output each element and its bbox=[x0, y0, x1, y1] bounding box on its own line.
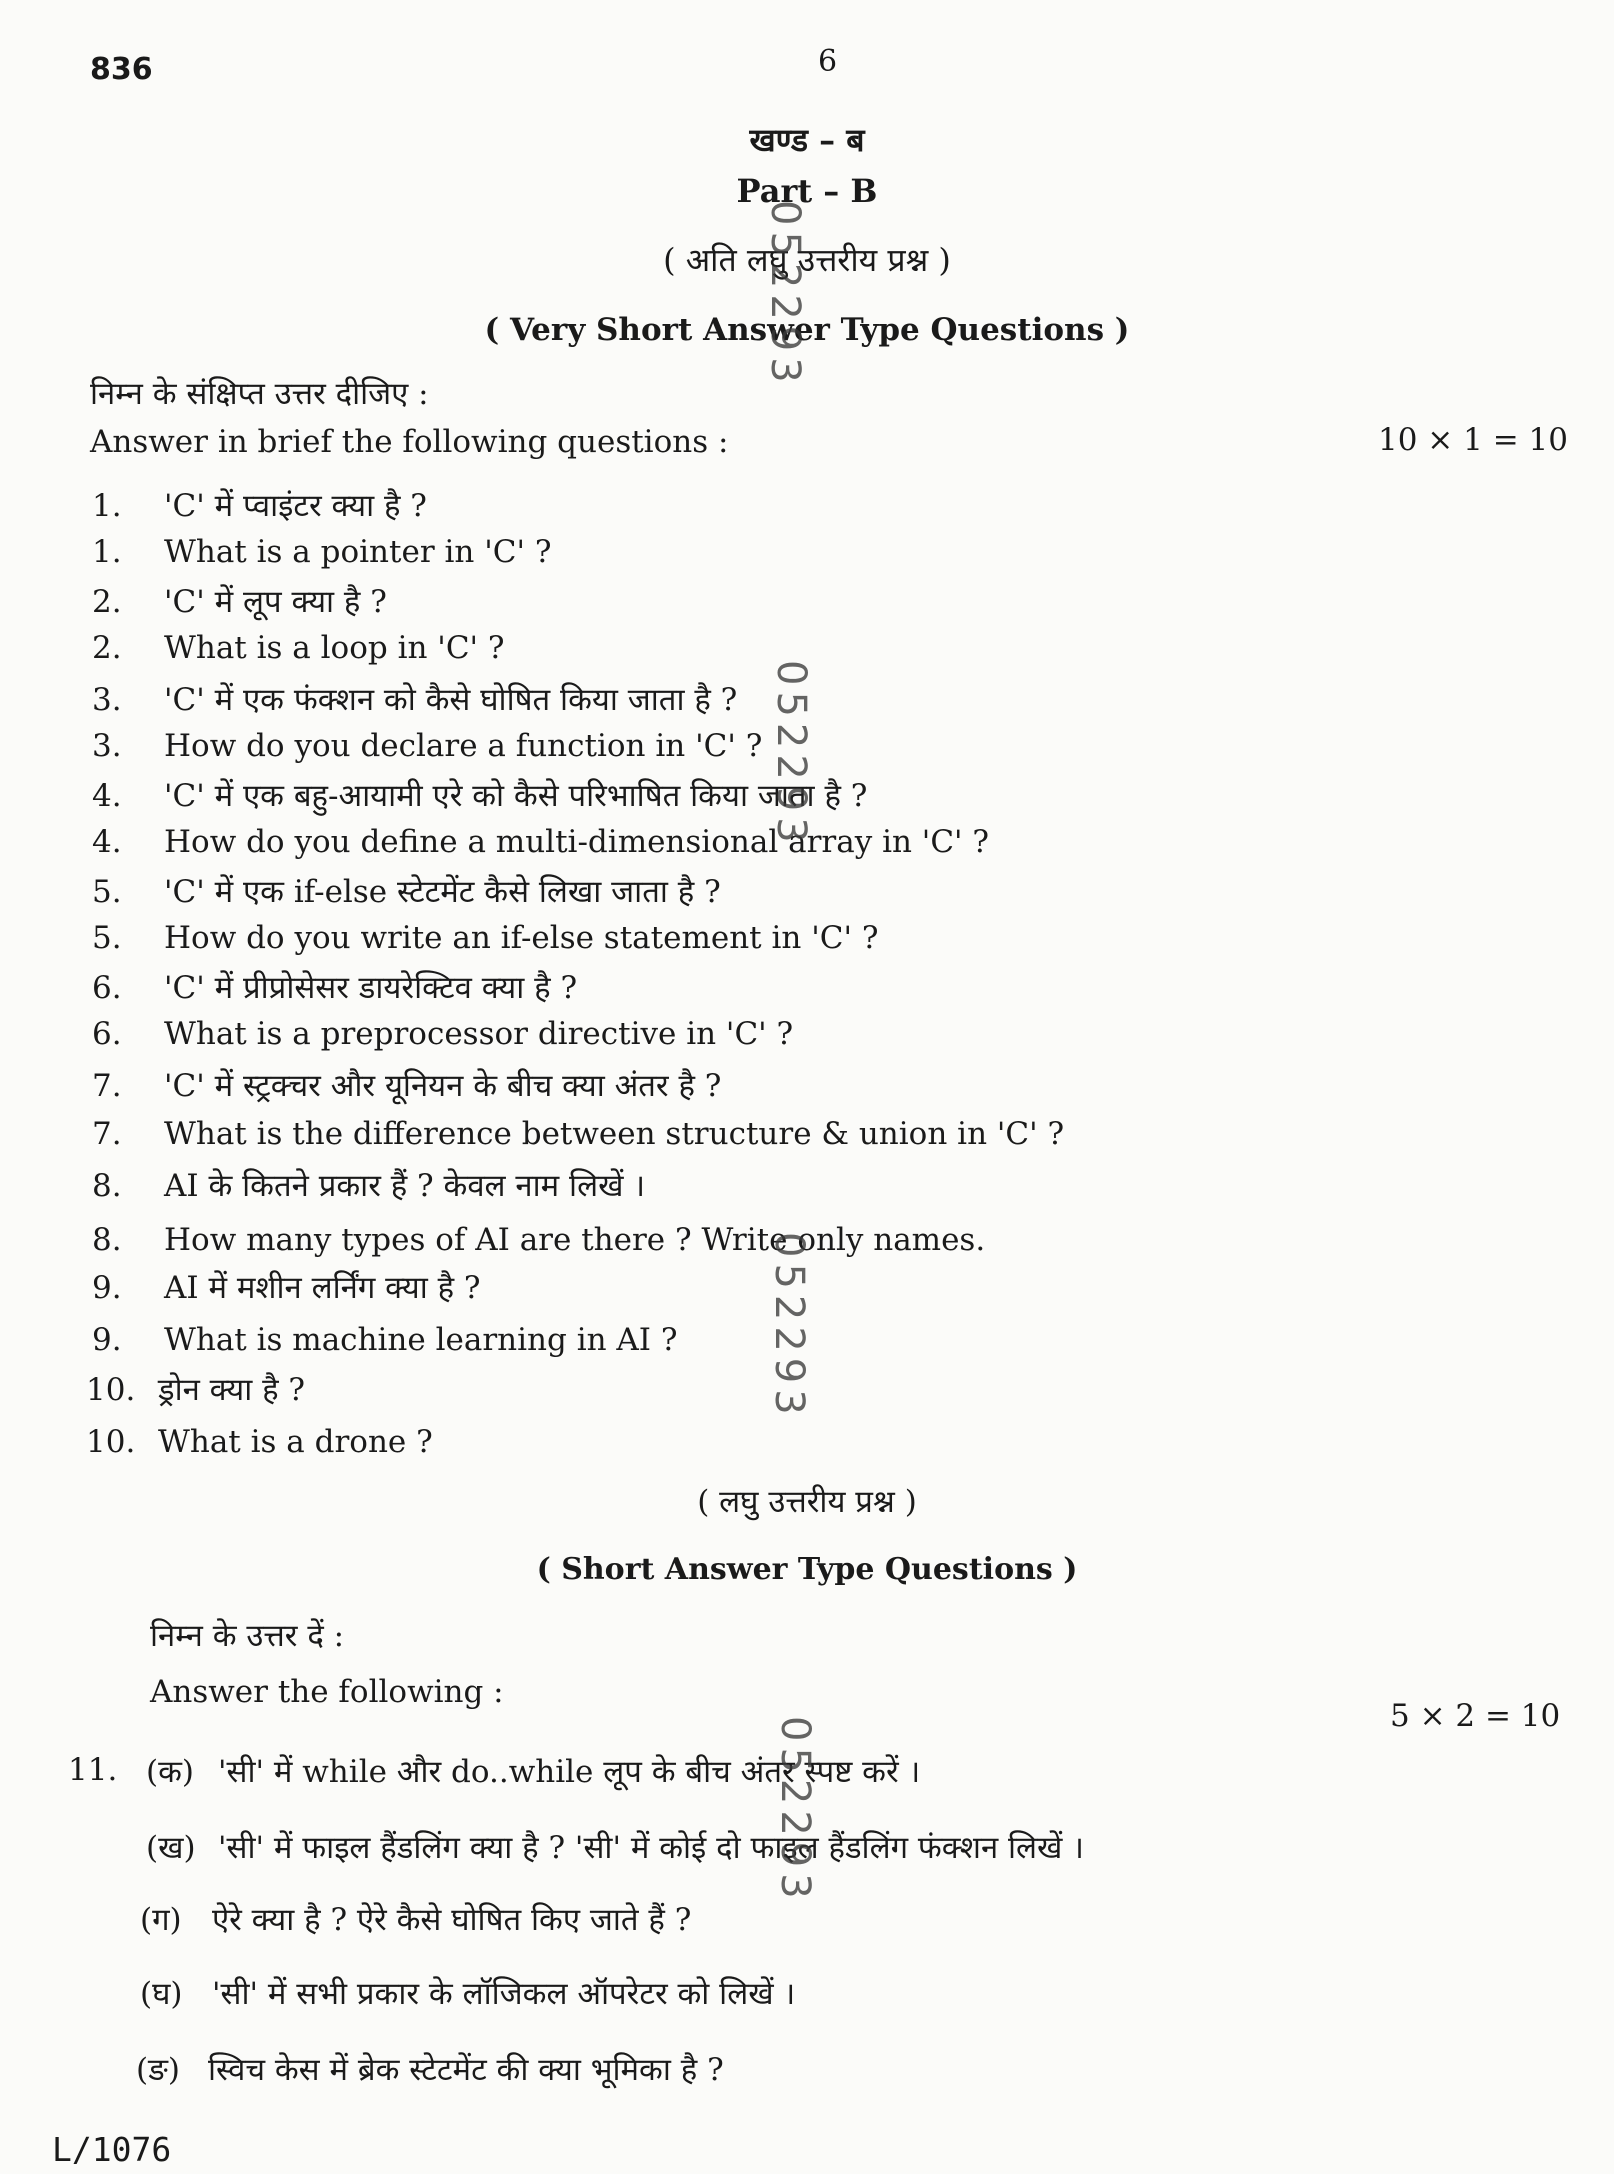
question-item bbox=[92, 1222, 985, 1258]
question-text: 'C' में एक फंक्शन को कैसे घोषित किया जाता है ? bbox=[164, 682, 738, 718]
short-instruction-english: Answer the following : bbox=[150, 1674, 504, 1710]
question-number: 5. bbox=[92, 874, 122, 910]
question-number: 3. bbox=[92, 728, 122, 764]
question-number: 9. bbox=[92, 1322, 122, 1358]
question-item bbox=[92, 774, 867, 816]
serial-stamp: 052293 bbox=[768, 660, 814, 849]
question-text: 'C' में स्ट्रक्चर और यूनियन के बीच क्या अंतर है ? bbox=[164, 1068, 722, 1104]
question-text: ड्रोन क्या है ? bbox=[158, 1372, 306, 1408]
option-item bbox=[140, 1898, 691, 1940]
question-text: How many types of AI are there ? Write only names. bbox=[164, 1222, 986, 1258]
question-item bbox=[92, 728, 762, 764]
question-number: 10. bbox=[86, 1372, 136, 1408]
option-text: 'सी' में सभी प्रकार के लॉजिकल ऑपरेटर को लिखें । bbox=[212, 1976, 796, 2012]
question-number: 4. bbox=[92, 778, 122, 814]
short-heading-hindi: ( लघु उत्तरीय प्रश्न ) bbox=[697, 1484, 917, 1520]
question-number: 10. bbox=[86, 1424, 136, 1460]
question-item bbox=[92, 870, 721, 912]
question-item bbox=[92, 920, 878, 956]
option-text: 'सी' में फाइल हैंडलिंग क्या है ? 'सी' में कोई दो फाइल हैंडलिंग फंक्शन लिखें । bbox=[218, 1830, 1085, 1866]
page-number: 6 bbox=[818, 44, 838, 79]
question-text: How do you declare a function in 'C' ? bbox=[164, 728, 763, 764]
question-number: 6. bbox=[92, 1016, 122, 1052]
section-title-hindi: खण्ड – ब bbox=[749, 121, 865, 159]
question-item bbox=[92, 534, 551, 570]
question-text: What is a pointer in 'C' ? bbox=[164, 534, 552, 570]
question-item bbox=[86, 1424, 433, 1460]
question-text: 'C' में प्वाइंटर क्या है ? bbox=[164, 488, 427, 524]
question-number: 7. bbox=[92, 1116, 122, 1152]
question-text: 'C' में प्रीप्रोसेसर डायरेक्टिव क्या है ? bbox=[164, 970, 578, 1006]
question-item bbox=[92, 1322, 678, 1358]
question-text: What is a loop in 'C' ? bbox=[164, 630, 505, 666]
option-text: स्विच केस में ब्रेक स्टेटमेंट की क्या भूमिका है ? bbox=[208, 2052, 724, 2088]
question-number: 7. bbox=[92, 1068, 122, 1104]
question-text: What is machine learning in AI ? bbox=[164, 1322, 678, 1358]
question-text: 'C' में एक बहु-आयामी एरे को कैसे परिभाषित किया जाता है ? bbox=[164, 778, 868, 814]
short-instruction-hindi: निम्न के उत्तर दें : bbox=[150, 1618, 345, 1654]
option-label: (घ) bbox=[140, 1976, 183, 2012]
question-number: 1. bbox=[92, 534, 122, 570]
option-item bbox=[140, 1972, 795, 2014]
section-title-english: Part – B bbox=[736, 172, 878, 210]
option-item bbox=[136, 2048, 724, 2090]
question-text: AI में मशीन लर्निंग क्या है ? bbox=[164, 1270, 481, 1306]
serial-stamp: 052293 bbox=[766, 1232, 812, 1421]
question-number: 5. bbox=[92, 920, 122, 956]
question-item bbox=[92, 630, 505, 666]
question-number: 4. bbox=[92, 824, 122, 860]
question-item bbox=[92, 484, 427, 526]
question-number: 1. bbox=[92, 488, 122, 524]
question-item bbox=[92, 1116, 1064, 1152]
question-item bbox=[92, 1064, 721, 1106]
question-text: What is the difference between structure & union in 'C' ? bbox=[164, 1116, 1065, 1152]
marks-part-b: 10 × 1 = 10 bbox=[1378, 422, 1568, 458]
option-label: (क) bbox=[146, 1754, 194, 1790]
instruction-english: Answer in brief the following questions : bbox=[90, 424, 729, 460]
option-label: (ङ) bbox=[136, 2052, 180, 2088]
short-heading-english: ( Short Answer Type Questions ) bbox=[536, 1552, 1078, 1587]
question-item bbox=[92, 824, 989, 860]
option-text: ऐरे क्या है ? ऐरे कैसे घोषित किए जाते हैं ? bbox=[212, 1902, 692, 1938]
question-item bbox=[92, 678, 737, 720]
option-label: (ग) bbox=[140, 1902, 182, 1938]
question-number: 2. bbox=[92, 584, 122, 620]
question-text: How do you write an if-else statement in 'C' ? bbox=[164, 920, 879, 956]
question-text: What is a drone ? bbox=[158, 1424, 433, 1460]
question-item bbox=[92, 966, 577, 1008]
question-11-number: 11. bbox=[68, 1752, 118, 1788]
footer-code: L/1076 bbox=[52, 2130, 172, 2169]
instruction-hindi: निम्न के संक्षिप्त उत्तर दीजिए : bbox=[90, 376, 429, 412]
question-item bbox=[86, 1368, 305, 1410]
question-text: 'C' में लूप क्या है ? bbox=[164, 584, 387, 620]
question-number: 8. bbox=[92, 1168, 122, 1204]
marks-short-answer: 5 × 2 = 10 bbox=[1390, 1698, 1561, 1734]
option-item bbox=[146, 1826, 1084, 1868]
question-number: 2. bbox=[92, 630, 122, 666]
question-number: 9. bbox=[92, 1270, 122, 1306]
option-text: 'सी' में while और do..while लूप के बीच अंतर स्पष्ट करें । bbox=[218, 1754, 921, 1790]
very-short-heading-hindi: ( अति लघु उत्तरीय प्रश्न ) bbox=[663, 241, 951, 279]
question-number: 3. bbox=[92, 682, 122, 718]
question-text: AI के कितने प्रकार हैं ? केवल नाम लिखें । bbox=[164, 1168, 646, 1204]
question-text: What is a preprocessor directive in 'C' ? bbox=[164, 1016, 794, 1052]
question-text: 'C' में एक if-else स्टेटमेंट कैसे लिखा जाता है ? bbox=[164, 874, 721, 910]
question-number: 6. bbox=[92, 970, 122, 1006]
paper-code: 836 bbox=[90, 52, 153, 87]
question-number: 8. bbox=[92, 1222, 122, 1258]
serial-stamp: 052293 bbox=[772, 1716, 818, 1905]
question-item bbox=[92, 580, 387, 622]
serial-stamp: 052293 bbox=[762, 200, 808, 389]
very-short-heading-english: ( Very Short Answer Type Questions ) bbox=[484, 312, 1130, 348]
option-label: (ख) bbox=[146, 1830, 196, 1866]
question-item bbox=[92, 1164, 645, 1206]
question-text: How do you define a multi-dimensional array in 'C' ? bbox=[164, 824, 990, 860]
question-item bbox=[92, 1016, 793, 1052]
question-item bbox=[92, 1266, 481, 1308]
